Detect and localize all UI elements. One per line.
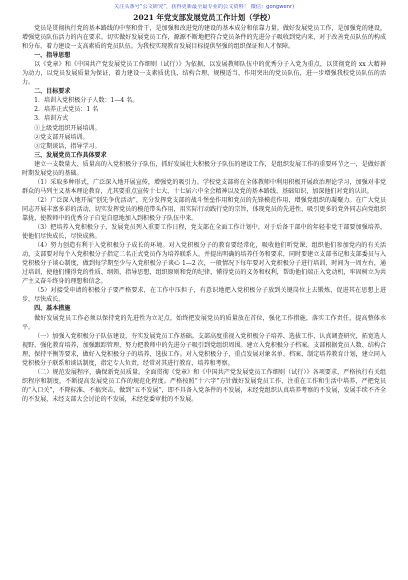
list-item: 1．培训入党积极分子人数：1—4 名。 — [34, 97, 139, 105]
paragraph: （4）努力创造有利于入党积极分子成长的环境。对入党积极分子的教育要经常化，吸收他们听党课、组织他们参加党内的有关活动，支部要对每个入党积极分子指定二名正式党员作为培养联系人，并提出明确的培养任务和要求，同时要建立支部书记和支部委员与入党积极分子谈心制度，做到每学期至少与入党积极分子谈心 1—2 次，一般情况下每年要对入党积极分子进行培训，时间为一周左右，通过培训，使他们懂得党的性质、纲领、指导思想、组织原则和党的纪律，懂得党员的义务和权利，帮助他们端正入党动机，牢固树立为共产主义奋斗终身的理想和信念。 — [22, 242, 386, 286]
list-item: 3．培训方式 — [34, 115, 69, 123]
document-body — [22, 24, 386, 404]
section-heading: 一、指导思想 — [34, 52, 71, 60]
document-title: 2021 年党支部发展党员工作计划（学校） — [133, 13, 275, 22]
list-item: ③定期谈话，指导学习。 — [34, 142, 101, 150]
paragraph: 做好发展党员工作必须以保持党的先进性为立足点，始终把发展党员的质量放在首位，强化工作措施，落实工作责任，提高整体水平。 — [22, 314, 386, 331]
paragraph: （3）把培养入党积极分子，发展党员列入重要工作日程，党支部在全面工作计划中，对于后备干部中的年轻非党干部要加强培养，使他们尽快成长，尽快成熟。 — [22, 224, 386, 241]
list-item: ①上级党组织开展培训。 — [34, 124, 101, 132]
paragraph: 党员是贯彻执行党的基本路线的中坚和骨干，是加强和改进党的建设的基本成分和依靠力量。做好发展党员工作，是加强党的建设，增强党员队伍活力的内在要求。切实做好发展党员工作，源源不断地把符合党员条件的先进分子吸收到党内来，对于改善党员队伍的构成和分布，着力建设一支高素质的党员队伍。为我校实现教育发展目标提供坚强的组织保证和人才保障。 — [22, 25, 386, 51]
paragraph: （二）规范发展程序，确保新党员质量。全面贯彻《党章》和《中国共产党发展党员工作细则（试行）》各项要求，严格执行有关组织程序和制度，不断提高发展党员工作的规范化程度。严格按照“十六字”方针做好发展党员工作，注重在工作和生活中培养，严把党员的“入口关”，不降标准、不搞突击，做到“五不发展”，即不具备入党条件的不发展，未经党组织认真培养考察的不发展，发展手续不齐全的不发展，未经支部大会讨论的不发展，未经党委审批的不发展。 — [22, 368, 386, 403]
paragraph: 以《党章》和《中国共产党发展党员工作细则（试行）》为依据，以发展教师队伍中的优秀分子入党为重点，以贯彻党的 xx 大精神为动力，以党员发展质量为保证，着力建设一支素质优良、结构合理、规模适当、作用突出的党员队伍，进一步增强我校党员队伍的活力。 — [22, 61, 386, 87]
paragraph: （2）广泛深入地开展“创先争优活动”，充分发挥党支部的战斗堡垒作用和党员的先锋模范作用，增强党组织的凝聚力。在广大党员同志开展丰富多彩的活动，切实发挥党员的模范带头作用，用实际行动践行党的宗旨，体现党员的先进性，吸引更多的党外同志向党组织靠拢，使教师中的优秀分子自觉自愿地加入到积极分子队伍中来。 — [22, 196, 386, 222]
paragraph: 建立一支数量大、质量高的入党积极分子队伍，抓好发展壮大积极分子队伍的建设工作，是组织发展工作的重要环节之一，是做好新时期发展党员的基础。 — [22, 160, 386, 177]
header-banner: 关注头条号“公文研究”，获得更新最全最专业的公文资料！ 微信：gongwenr) — [113, 4, 295, 10]
paragraph: （一）加强入党积极分子队伍建设，夯实发展党员工作基础。支部高度重视入党积极分子培养、选拔工作，认真调查研究，拓宽选人视野，强化教育培养，加强跟踪管理，努力把教师中的先进分子吸引到党组织周围。建立入党积极分子档案。支部根据党员人数、结构合理、保持平衡等要求，做好入党积极分子的培养、选拔工作。对入党积极分子，重点发展对象名单、档案、制定培养教育计划，建立同入党积极分子联系和谈话制度，指定专人负责，经常对其进行教育、培养和考察。 — [22, 332, 386, 367]
paragraph: （1）采取多种形式，广泛深入地开展宣传，增强党的吸引力。学校党支部将在全体教师中利用积极开展政治理论学习，加强对非党群众的马列主义基本理论教育，尤其要重点宣传十七大、十七届六中全会精神以及党的基本路线、基础知识，加深他们对党的认识。 — [22, 178, 386, 195]
paragraph: （5）对接受申请的积极分子要严格要求，在工作中压担子，有意识地把入党积极分子放到关键岗位上去锻炼，促进其在思想上进步，尽快成长。 — [22, 287, 386, 304]
list-item: 2．培养正式党员：1 名 — [34, 106, 99, 114]
section-heading: 四、基本措施 — [34, 305, 71, 313]
section-heading: 三、发展党员工作具体要求 — [34, 151, 107, 159]
section-heading: 二、目标要求 — [34, 88, 71, 96]
list-item: ②党支部开展培训。 — [34, 133, 89, 141]
